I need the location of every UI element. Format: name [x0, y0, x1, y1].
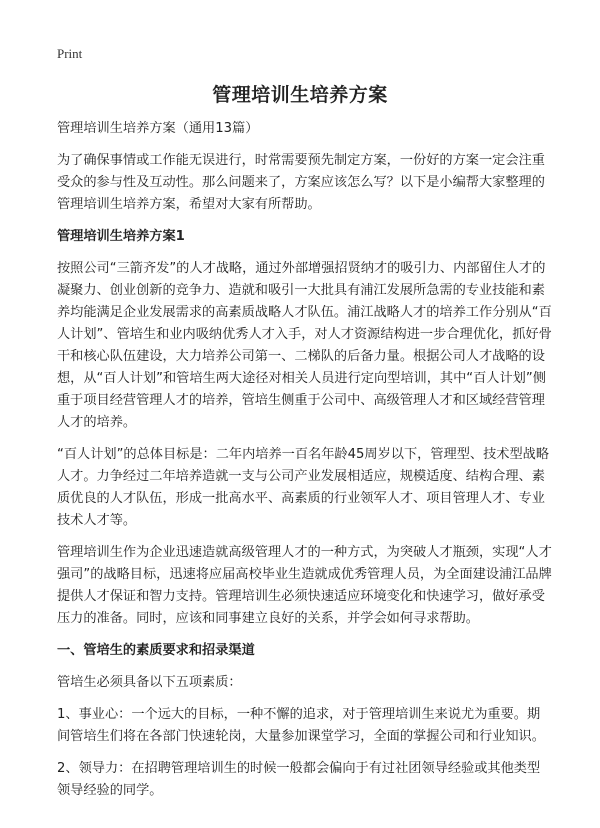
section-heading-2: 一、管培生的素质要求和招录渠道: [57, 643, 255, 658]
paragraph-hundred-plan: “百人计划”的总体目标是：二年内培养一百名年龄45周岁以下，管理型、技术型战略人才。力争经过二年培养造就一支与公司产业发展相适应，规模适度、结构合理、素质优良的人才队伍，形成一批高水平、高素质的行业领军人才、项目管理人才、专业技术人才等。: [57, 447, 550, 528]
paragraph-strategy: 按照公司“三箭齐发”的人才战略，通过外部增强招贤纳才的吸引力、内部留住人才的凝聚力、创业创新的竞争力、造就和吸引一大批具有浦江发展所急需的专业技能和素养均能满足企业发展需求的高素质战略人才队伍。浦江战略人才的培养工作分别从“百人计划”、管培生和业内吸纳优秀人才入手，对人才资源结构进一步合理优化，抓好骨干和核心队伍建设，大力培养公司第一、二梯队的后备力量。根据公司人才战略的设想，从“百人计划”和管培生两大途径对相关人员进行定向型培训，其中“百人计划”侧重于项目经营管理人才的培养，管培生侧重于公司中、高级管理人才和区域经营管理人才的培养。: [57, 261, 552, 430]
paragraph-qualities-intro: 管培生必须具备以下五项素质：: [57, 675, 242, 690]
document-subtitle: 管理培训生培养方案（通用13篇）: [57, 121, 259, 136]
paragraph-trainee-role: 管理培训生作为企业迅速造就高级管理人才的一种方式，为突破人才瓶颈，实现“人才强司”的战略目标，迅速将应届高校毕业生造就成优秀管理人员，为全面建设浦江品牌提供人才保证和智力支持。管理培训生必须快速适应环境变化和快速学习，做好承受压力的准备。同时，应该和同事建立良好的关系，并学会如何寻求帮助。: [57, 545, 552, 626]
list-item-leadership: 2、领导力：在招聘管理培训生的时候一般都会偏向于有过社团领导经验或其他类型领导经验的同学。: [57, 761, 541, 798]
list-item-ambition: 1、事业心：一个远大的目标，一种不懈的追求，对于管理培训生来说尤为重要。期间管培生们将在各部门快速轮岗，大量参加课堂学习，全面的掌握公司和行业知识。: [57, 707, 545, 744]
section-heading-1: 管理培训生培养方案1: [57, 229, 185, 244]
print-link[interactable]: Print: [57, 46, 83, 61]
document-title: 管理培训生培养方案: [212, 84, 388, 106]
intro-paragraph: 为了确保事情或工作能无误进行，时常需要预先制定方案，一份好的方案一定会注重受众的参与性及互动性。那么问题来了，方案应该怎么写？以下是小编帮大家整理的管理培训生培养方案，希望对大家有所帮助。: [57, 153, 545, 212]
document-body: [57, 118, 553, 802]
